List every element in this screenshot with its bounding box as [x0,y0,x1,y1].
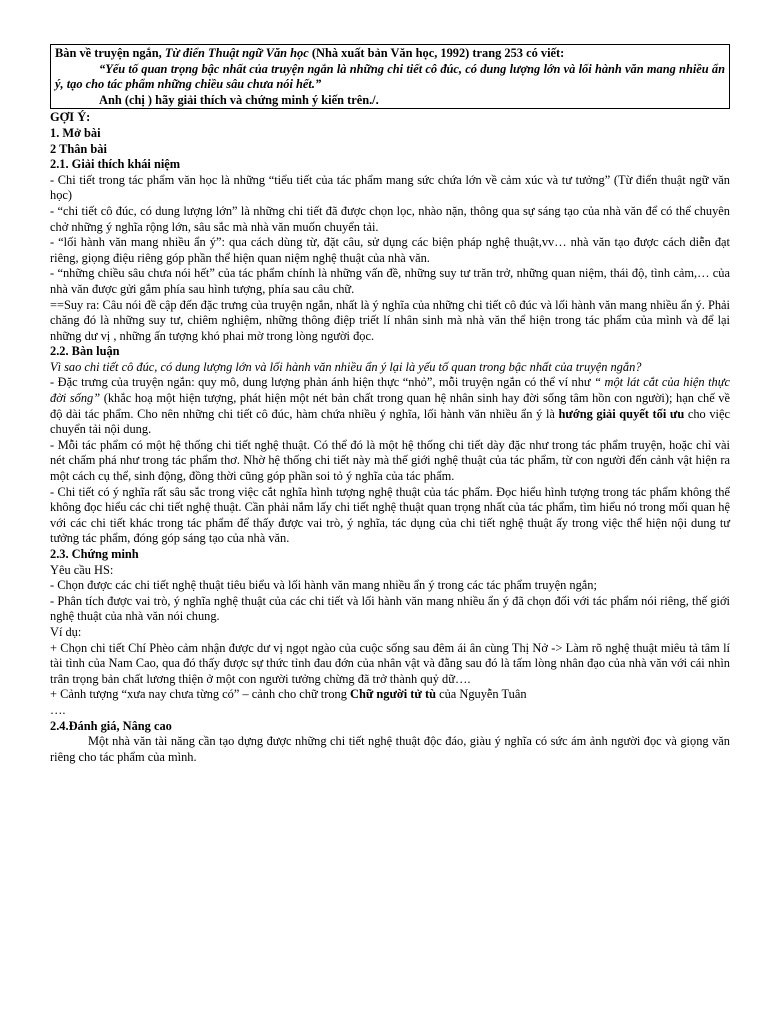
paragraph-2-2-1-c: cho việc chuyển tải nội dung. [50,406,730,437]
heading-2-3: 2.3. Chứng minh [50,547,139,561]
example-1: + Chọn chi tiết Chí Phèo cảm nhận được dư vị ngọt ngào của cuộc sống sau đêm ái ân cùng Thị Nở -> Làm rõ nghệ thuật miêu tả tâm lí tài tình của Nam Cao, qua đó thấy được sự thức tỉnh đau đớn của nhân vật và đằng sau đó là tấm lòng nhân đạo của nhà văn với cái nhìn trân trọng bản chất lương thiện ở một con người tưởng chừng đã trở thành quỷ dữ…. [50,640,730,686]
requirement-label: Yêu cầu HS: [50,562,114,577]
paragraph-2-2-2: - Mỗi tác phẩm có một hệ thống chi tiết nghệ thuật. Có thể đó là một hệ thống chi tiết dày đặc như trong tác phẩm truyện, hoặc chỉ vài nét chấm phá như trong tác phẩm thơ. Nhờ hệ thống chi tiết này mà thế giới nghệ thuật của tác phẩm, từ con người đến cảnh vật hiện ra một cách cụ thể, sinh động, đồng thời cũng góp phần soi tỏ ý nghĩa của tác phẩm. [50,437,730,484]
paragraph-2-2-3: - Chi tiết có ý nghĩa rất sâu sắc trong việc cắt nghĩa hình tượng nghệ thuật của tác phẩm. Đọc hiểu hình tượng trong tác phẩm không thể không đọc hiểu các chi tiết nghệ thuật. Cần phải nắm lấy chi tiết nghệ thuật quan trọng nhất của tác phẩm, tìm hiểu nó trong mối quan hệ với các chi tiết khác trong tác phẩm để thấy được vai trò, ý nghĩa, tác dụng của chi tiết nghệ thuật ấy trong việc thể hiện nội dung tư tưởng tác phẩm, đóng góp sáng tạo của nhà văn. [50,484,730,546]
question-quote: “Yếu tố quan trọng bậc nhất của truyện ngắn là những chi tiết cô đúc, có dung lượng lớn và lối hành văn mang nhiều ẩn ý, tạo cho tác phẩm những chiều sâu chưa nói hết.” [55,61,725,92]
heading-2-4: 2.4.Đánh giá, Nâng cao [50,718,172,733]
paragraph-2-1-5: ==Suy ra: Câu nói đề cập đến đặc trưng của truyện ngắn, nhất là ý nghĩa của những chi tiết cô đúc và lối hành văn mang nhiều ẩn ý. Phải chăng đó là những suy tư, chiêm nghiệm, những thông điệp triết lí nhân sinh mà nhà văn thể hiện trong tác phẩm của mình và để lại những dư vị , những ấn tượng khó phai mờ trong lòng người đọc. [50,297,730,343]
book-title: Từ điển Thuật ngữ Văn học [164,46,309,60]
heading-than-bai: 2 Thân bài [50,141,107,156]
paragraph-2-1-3: - “lối hành văn mang nhiều ẩn ý”: qua cách dùng từ, đặt câu, sử dụng các biện pháp nghệ thuật,vv… nhà văn tạo được cách diễn đạt riêng, giọng điệu riêng góp phần thể hiện quan niệm nghệ thuật của nhà văn. [50,235,730,265]
paragraph-2-1-4: - “những chiều sâu chưa nói hết” của tác phẩm chính là những vấn đề, những suy tư trăn trở, những quan niệm, thái độ, tình cảm,… của nhà văn được gửi gắm phía sau hình tượng, phía sau câu chữ. [50,266,730,296]
ellipsis: …. [50,702,66,717]
heading-2-2: 2.2. Bàn luận [50,344,120,359]
example-label: Ví dụ: [50,624,82,639]
paragraph-2-2-1-quote: “ một lát cắt của hiện thực đời sống” [50,375,731,406]
paragraph-2-4-1: Một nhà văn tài năng cần tạo dựng được những chi tiết nghệ thuật độc đáo, giàu ý nghĩa có sức ám ảnh người đọc và giọng văn riêng cho tác phẩm của mình. [50,734,730,764]
example-2-a: + Cảnh tượng “xưa nay chưa từng có” – cảnh cho chữ trong [50,687,351,702]
question-box [50,44,730,109]
example-2-b: của Nguyễn Tuân [436,687,527,702]
requirement-1: - Chọn được các chi tiết nghệ thuật tiêu biểu và lối hành văn mang nhiều ẩn ý trong các tác phẩm truyện ngắn; [50,578,597,593]
paragraph-2-1-2: - “chi tiết cô đúc, có dung lượng lớn” là những chi tiết đã được chọn lọc, nhào nặn, thông qua sự sáng tạo của nhà văn để có thể chuyên chở những ý nghĩa rộng lớn, sâu sắc mà nhà văn muốn chuyển tải. [50,203,730,234]
question-source: (Nhà xuất bản Văn học, 1992) trang 253 có viết: [308,46,565,60]
paragraph-2-1-1: - Chi tiết trong tác phẩm văn học là những “tiểu tiết của tác phẩm mang sức chứa lớn về cảm xúc và tư tưởng” (Từ điển thuật ngữ văn học) [50,172,730,203]
paragraph-2-2-1-bold: hướng giải quyết tối ưu [558,406,685,421]
requirement-2: - Phân tích được vai trò, ý nghĩa nghệ thuật của các chi tiết và lối hành văn mang nhiều ẩn ý đã chọn đối với tác phẩm nói riêng, thế giới nghệ thuật của nhà văn nói chung. [50,593,730,624]
paragraph-2-2-1-a: - Đặc trưng của truyện ngắn: quy mô, dung lượng phản ánh hiện thực “nhỏ”, mỗi truyện ngắn có thể ví như [50,375,595,390]
example-2-bold: Chữ người tử tù [350,687,436,702]
example-2 [50,687,730,703]
discussion-question: Vì sao chi tiết cô đúc, có dung lượng lớn và lối hành văn nhiều ẩn ý lại là yếu tố quan trong bậc nhất của truyện ngắn? [50,359,642,374]
paragraph-2-2-1 [50,375,730,437]
question-intro-text: Bàn về truyện ngắn, [55,46,165,60]
paragraph-2-2-1-b: (khắc hoạ một hiện tượng, phát hiện một nét bản chất trong quan hệ nhân sinh hay đời sống tâm hồn con người); hạn chế về độ dài tác phẩm. Cho nên những chi tiết cô đúc, hàm chứa nhiều ý nghĩa, lối hành văn nhiều ẩn ý là [50,391,730,421]
heading-mo-bai: 1. Mở bài [50,125,101,140]
heading-2-1: 2.1. Giải thích khái niệm [50,157,181,172]
document-page [50,0,730,765]
heading-goi-y: GỢI Ý: [50,110,91,125]
question-intro [55,46,725,62]
question-task: Anh (chị ) hãy giải thích và chứng minh ý kiến trên./. [99,92,379,107]
